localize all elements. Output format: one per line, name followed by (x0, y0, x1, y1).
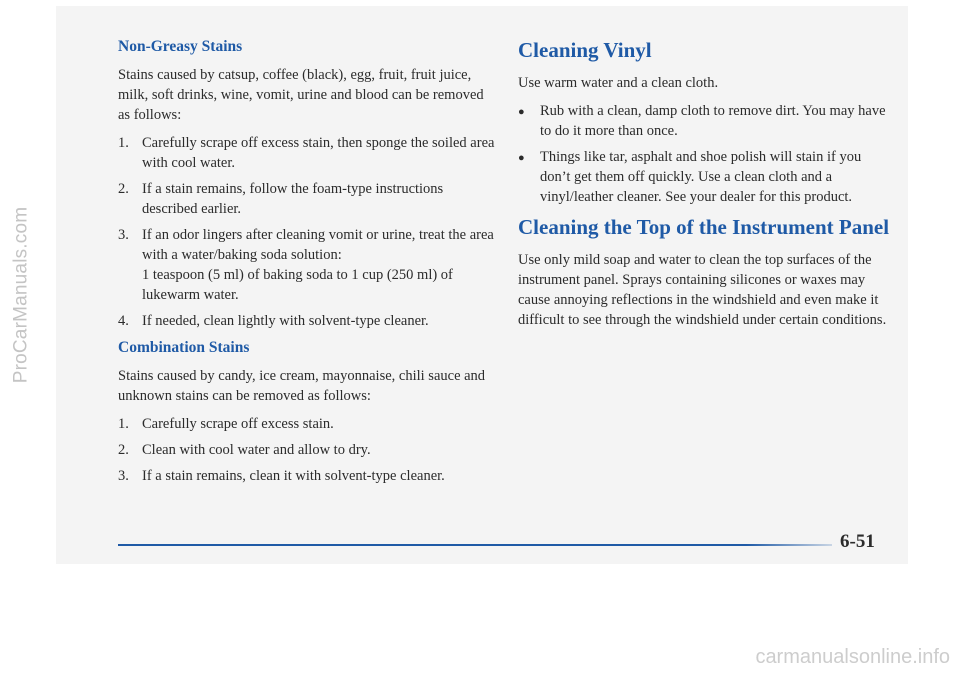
list-item (518, 147, 890, 207)
bullet-icon: ● (518, 106, 525, 118)
list-number: 3. (118, 468, 129, 484)
non-greasy-intro: Stains caused by catsup, coffee (black), egg, fruit, fruit juice, milk, soft drinks, wine, vomit, urine and blood can be removed as follows: (118, 67, 484, 123)
bullet-icon: ● (518, 152, 525, 164)
list-text: Carefully scrape off excess stain. (142, 416, 334, 432)
side-watermark (6, 160, 36, 430)
heading-instrument-panel: Cleaning the Top of the Instrument Panel (518, 215, 890, 239)
list-text: Clean with cool water and allow to dry. (142, 442, 371, 458)
list-number: 3. (118, 227, 129, 243)
list-item (518, 101, 890, 141)
non-greasy-steps (118, 133, 496, 331)
list-item (118, 466, 496, 486)
list-item (118, 133, 496, 173)
instrument-panel-text: Use only mild soap and water to clean the top surfaces of the instrument panel. Sprays containing silicones or waxes may cause annoying reflections in the windshield and even make it difficult to see through the windshield under certain conditions. (518, 252, 887, 328)
list-text-group (142, 225, 496, 305)
list-number: 2. (118, 181, 129, 197)
list-item (118, 311, 496, 331)
list-text: Rub with a clean, damp cloth to remove dirt. You may have to do it more than once. (540, 103, 886, 139)
heading-cleaning-vinyl: Cleaning Vinyl (518, 38, 652, 62)
list-item (118, 179, 496, 219)
list-text: If needed, clean lightly with solvent-type cleaner. (142, 313, 429, 329)
heading-combination-stains: Combination Stains (118, 339, 250, 356)
list-text-extra: 1 teaspoon (5 ml) of baking soda to 1 cup (250 ml) of lukewarm water. (142, 267, 453, 303)
vinyl-intro: Use warm water and a clean cloth. (518, 75, 719, 91)
list-number: 2. (118, 442, 129, 458)
list-item (118, 440, 496, 460)
list-number: 1. (118, 416, 129, 432)
footer-rule (118, 544, 832, 546)
vinyl-bullets (518, 101, 890, 207)
heading-non-greasy-stains: Non-Greasy Stains (118, 38, 243, 55)
page-number: 6-51 (840, 531, 875, 552)
list-text: If a stain remains, follow the foam-type instructions described earlier. (142, 181, 444, 217)
combination-steps (118, 414, 496, 486)
list-number: 1. (118, 135, 129, 151)
list-text: Carefully scrape off excess stain, then sponge the soiled area with cool water. (142, 135, 495, 171)
left-column (118, 38, 496, 494)
combination-intro: Stains caused by candy, ice cream, mayonnaise, chili sauce and unknown stains can be removed as follows: (118, 368, 486, 404)
bottom-watermark: carmanualsonline.info (755, 646, 950, 668)
list-text: Things like tar, asphalt and shoe polish will stain if you don’t get them off quickly. Use a clean cloth and a vinyl/leather cleaner. See your dealer for this product. (540, 149, 862, 205)
side-watermark-text: ProCarManuals.com (10, 206, 32, 384)
right-column (518, 38, 890, 338)
list-item (118, 225, 496, 305)
list-number: 4. (118, 313, 129, 329)
list-text: If a stain remains, clean it with solvent-type cleaner. (142, 468, 445, 484)
list-item (118, 414, 496, 434)
list-text: If an odor lingers after cleaning vomit or urine, treat the area with a water/baking soda solution: (142, 227, 494, 263)
